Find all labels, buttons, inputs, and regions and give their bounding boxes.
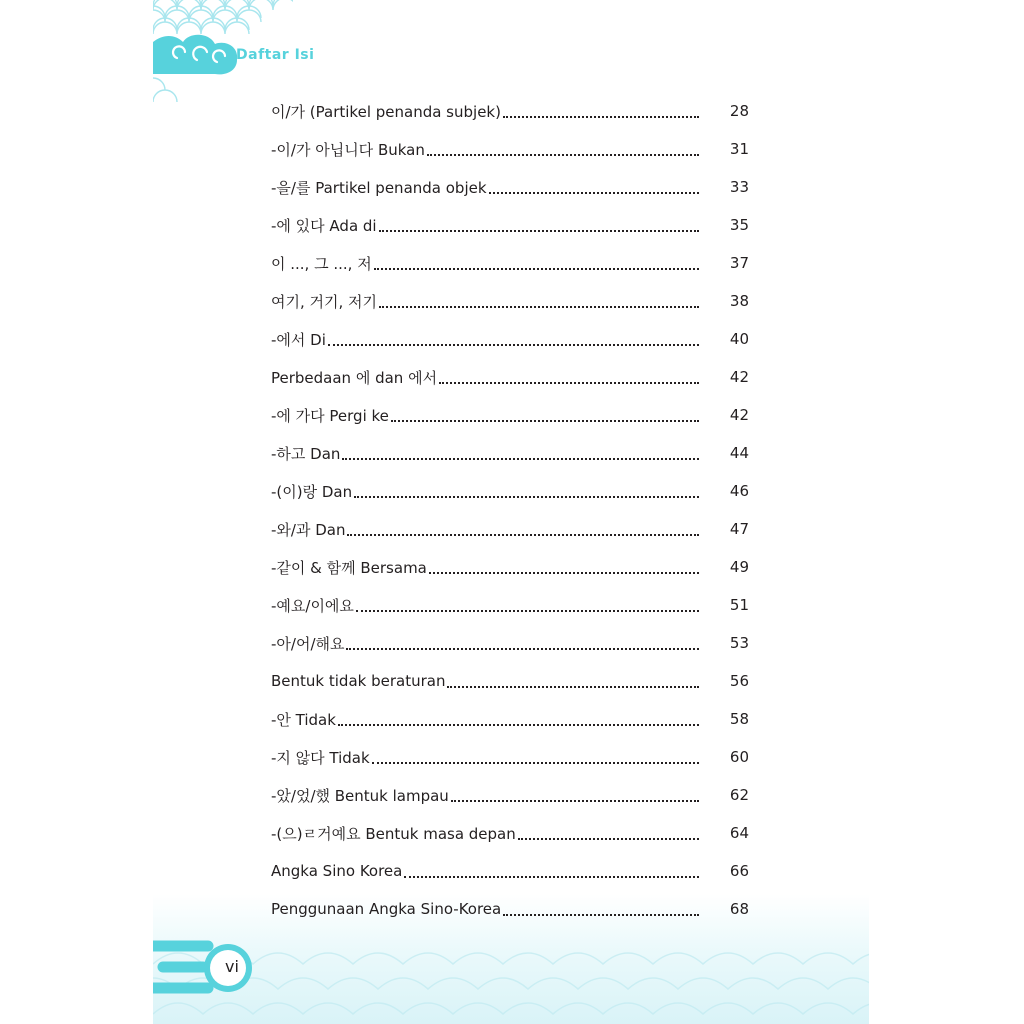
leader-dots: [356, 609, 699, 612]
toc-page: 42: [729, 368, 749, 386]
toc-label: -(이)랑 Dan: [271, 482, 353, 501]
toc-page: 33: [729, 178, 749, 196]
toc-row[interactable]: [271, 472, 749, 510]
toc-row[interactable]: [271, 168, 749, 206]
leader-dots: [427, 153, 699, 156]
toc-page: 31: [729, 140, 749, 158]
book-page: [153, 0, 869, 1024]
toc-row[interactable]: [271, 624, 749, 662]
toc-page: 28: [729, 102, 749, 120]
page-number-badge: [153, 938, 263, 998]
toc-label: -에서 Di: [271, 330, 326, 349]
toc-page: 62: [729, 786, 749, 804]
toc-page: 37: [729, 254, 749, 272]
toc-page: 42: [729, 406, 749, 424]
toc-page: 58: [729, 710, 749, 728]
leader-dots: [503, 115, 699, 118]
toc-row[interactable]: [271, 852, 749, 890]
toc-label: -(으)ㄹ거예요 Bentuk masa depan: [271, 824, 516, 843]
toc-page: 35: [729, 216, 749, 234]
toc-label: -예요/이에요: [271, 596, 354, 615]
toc-row[interactable]: [271, 548, 749, 586]
table-of-contents: [271, 92, 749, 928]
toc-page: 46: [729, 482, 749, 500]
toc-page: 49: [729, 558, 749, 576]
toc-page: 66: [729, 862, 749, 880]
toc-label: Perbedaan 에 dan 에서: [271, 368, 438, 387]
toc-row[interactable]: [271, 890, 749, 928]
toc-label: -에 가다 Pergi ke: [271, 406, 389, 425]
toc-row[interactable]: [271, 206, 749, 244]
toc-label: 이/가 (Partikel penanda subjek): [271, 102, 501, 121]
leader-dots: [342, 457, 699, 460]
toc-label: -았/었/했 Bentuk lampau: [271, 786, 449, 805]
toc-label: Penggunaan Angka Sino-Korea: [271, 900, 502, 918]
toc-label: 이 ..., 그 ..., 저: [271, 254, 372, 273]
toc-page: 47: [729, 520, 749, 538]
toc-label: -같이 & 함께 Bersama: [271, 558, 427, 577]
toc-row[interactable]: [271, 738, 749, 776]
leader-dots: [328, 343, 699, 346]
toc-row[interactable]: [271, 396, 749, 434]
toc-label: -아/어/해요: [271, 634, 345, 653]
leader-dots: [374, 267, 699, 270]
cloud-icon: [153, 30, 243, 90]
toc-row[interactable]: [271, 510, 749, 548]
toc-label: -에 있다 Ada di: [271, 216, 377, 235]
toc-row[interactable]: [271, 662, 749, 700]
toc-row[interactable]: [271, 320, 749, 358]
toc-label: -이/가 아닙니다 Bukan: [271, 140, 425, 159]
toc-row[interactable]: [271, 130, 749, 168]
leader-dots: [354, 495, 699, 498]
toc-label: -와/과 Dan: [271, 520, 346, 539]
toc-page: 40: [729, 330, 749, 348]
leader-dots: [404, 875, 699, 878]
toc-label: -하고 Dan: [271, 444, 341, 463]
leader-dots: [372, 761, 699, 764]
leader-dots: [447, 685, 699, 688]
leader-dots: [451, 799, 699, 802]
toc-page: 38: [729, 292, 749, 310]
toc-row[interactable]: [271, 358, 749, 396]
leader-dots: [347, 533, 699, 536]
toc-page: 64: [729, 824, 749, 842]
toc-label: -을/를 Partikel penanda objek: [271, 178, 487, 197]
section-title: Daftar Isi: [236, 47, 315, 63]
leader-dots: [489, 191, 699, 194]
leader-dots: [379, 229, 699, 232]
leader-dots: [429, 571, 699, 574]
leader-dots: [503, 913, 699, 916]
toc-row[interactable]: [271, 586, 749, 624]
toc-row[interactable]: [271, 434, 749, 472]
leader-dots: [379, 305, 699, 308]
toc-page: 68: [729, 900, 749, 918]
leader-dots: [346, 647, 699, 650]
leader-dots: [338, 723, 699, 726]
page-number: vi: [225, 957, 239, 976]
toc-label: Angka Sino Korea: [271, 862, 403, 880]
toc-label: Bentuk tidak beraturan: [271, 672, 446, 690]
toc-row[interactable]: [271, 92, 749, 130]
leader-dots: [439, 381, 699, 384]
toc-label: -지 않다 Tidak: [271, 748, 370, 767]
toc-row[interactable]: [271, 814, 749, 852]
toc-label: 여기, 거기, 저기: [271, 292, 378, 311]
toc-page: 44: [729, 444, 749, 462]
toc-page: 60: [729, 748, 749, 766]
toc-page: 53: [729, 634, 749, 652]
toc-row[interactable]: [271, 282, 749, 320]
toc-row[interactable]: [271, 776, 749, 814]
toc-page: 51: [729, 596, 749, 614]
toc-label: -안 Tidak: [271, 710, 336, 729]
leader-dots: [391, 419, 699, 422]
toc-row[interactable]: [271, 244, 749, 282]
toc-row[interactable]: [271, 700, 749, 738]
leader-dots: [518, 837, 699, 840]
toc-page: 56: [729, 672, 749, 690]
